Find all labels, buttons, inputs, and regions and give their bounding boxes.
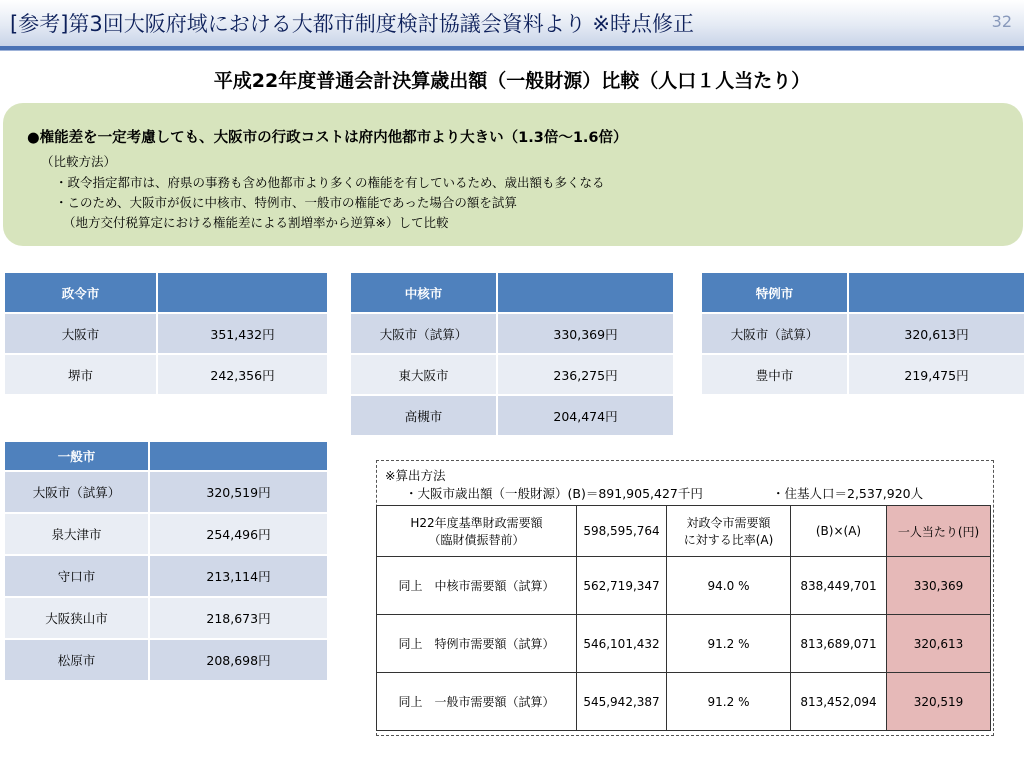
special-city-table — [702, 271, 1024, 396]
table-row — [702, 355, 1024, 394]
city-name: 東大阪市 — [351, 355, 496, 394]
city-value: 208,698円 — [148, 640, 327, 680]
city-name: 大阪市（試算） — [5, 472, 148, 512]
table-row — [5, 314, 327, 353]
table-row — [351, 314, 673, 353]
city-value: 320,519円 — [148, 472, 327, 512]
per-capita-header: 一人当たり(円) — [887, 506, 991, 557]
designated-city-table — [5, 271, 327, 396]
demand-ratio: 91.2 % — [667, 615, 791, 673]
table-row — [5, 598, 327, 638]
slide-header — [0, 0, 1024, 46]
city-value: 242,356円 — [156, 355, 327, 394]
demand-product: 813,689,071 — [791, 615, 887, 673]
label-line: に対する比率(A) — [683, 533, 774, 547]
calc-row — [377, 557, 991, 615]
per-capita-value: 330,369 — [887, 557, 991, 615]
city-name: 大阪市（試算） — [702, 314, 847, 353]
table-row — [351, 355, 673, 394]
calculation-table — [376, 505, 991, 731]
table-header: 一般市 — [5, 442, 148, 470]
demand-amount: 546,101,432 — [577, 615, 667, 673]
table-row — [351, 396, 673, 435]
city-value: 219,475円 — [847, 355, 1024, 394]
demand-label: 同上 中核市需要額（試算） — [377, 557, 577, 615]
base-demand-amount: 598,595,764 — [577, 506, 667, 557]
city-value: 320,613円 — [847, 314, 1024, 353]
population-note: ・住基人口＝2,537,920人 — [772, 486, 924, 501]
ratio-header — [667, 506, 791, 557]
table-header-blank — [148, 442, 327, 470]
core-city-table — [351, 271, 673, 437]
page-number: 32 — [991, 12, 1012, 31]
per-capita-value: 320,613 — [887, 615, 991, 673]
expenditure-note: ・大阪市歳出額（一般財源）(B)＝891,905,427千円 — [405, 486, 703, 501]
table-header: 政令市 — [5, 273, 156, 312]
table-row — [5, 514, 327, 554]
table-header: 特例市 — [702, 273, 847, 312]
table-header-blank — [496, 273, 673, 312]
city-name: 堺市 — [5, 355, 156, 394]
city-value: 351,432円 — [156, 314, 327, 353]
city-value: 330,369円 — [496, 314, 673, 353]
table-header-blank — [847, 273, 1024, 312]
summary-method-label: （比較方法） — [41, 154, 117, 169]
calc-header-row — [377, 506, 991, 557]
demand-label: 同上 特例市需要額（試算） — [377, 615, 577, 673]
table-header-blank — [156, 273, 327, 312]
slide-title: [参考]第3回大阪府域における大都市制度検討協議会資料より ※時点修正 — [10, 12, 695, 36]
city-value: 254,496円 — [148, 514, 327, 554]
general-city-table — [5, 440, 327, 682]
summary-line: （地方交付税算定における権能差による割増率から逆算※）して比較 — [63, 215, 449, 230]
table-row — [5, 556, 327, 596]
table-row — [702, 314, 1024, 353]
city-name: 大阪市（試算） — [351, 314, 496, 353]
product-header: (B)×(A) — [791, 506, 887, 557]
summary-line: ・このため、大阪市が仮に中核市、特例市、一般市の権能であった場合の額を試算 — [55, 195, 517, 210]
demand-ratio: 94.0 % — [667, 557, 791, 615]
city-value: 236,275円 — [496, 355, 673, 394]
city-value: 213,114円 — [148, 556, 327, 596]
table-header: 中核市 — [351, 273, 496, 312]
header-divider-thin — [0, 50, 1024, 51]
summary-box — [3, 103, 1023, 246]
city-name: 守口市 — [5, 556, 148, 596]
calculation-title: ※算出方法 — [385, 468, 446, 483]
city-name: 豊中市 — [702, 355, 847, 394]
city-name: 泉大津市 — [5, 514, 148, 554]
per-capita-value: 320,519 — [887, 673, 991, 731]
table-row — [5, 472, 327, 512]
city-name: 松原市 — [5, 640, 148, 680]
city-name: 大阪市 — [5, 314, 156, 353]
demand-label: 同上 一般市需要額（試算） — [377, 673, 577, 731]
demand-product: 838,449,701 — [791, 557, 887, 615]
summary-headline: ●権能差を一定考慮しても、大阪市の行政コストは府内他都市より大きい（1.3倍～1.6倍） — [27, 130, 628, 146]
city-value: 204,474円 — [496, 396, 673, 435]
demand-amount: 562,719,347 — [577, 557, 667, 615]
summary-line: ・政令指定都市は、府県の事務も含め他都市より多くの権能を有しているため、歳出額も多くなる — [55, 175, 605, 190]
city-name: 高槻市 — [351, 396, 496, 435]
slide-subtitle: 平成22年度普通会計決算歳出額（一般財源）比較（人口１人当たり） — [213, 70, 811, 92]
label-line: 対政令市需要額 — [686, 516, 771, 530]
city-name: 大阪狭山市 — [5, 598, 148, 638]
demand-product: 813,452,094 — [791, 673, 887, 731]
calc-row — [377, 615, 991, 673]
base-demand-label — [377, 506, 577, 557]
calc-row — [377, 673, 991, 731]
city-value: 218,673円 — [148, 598, 327, 638]
table-row — [5, 355, 327, 394]
demand-amount: 545,942,387 — [577, 673, 667, 731]
demand-ratio: 91.2 % — [667, 673, 791, 731]
label-line: H22年度基準財政需要額 — [410, 516, 543, 530]
label-line: （臨財債振替前） — [428, 533, 525, 547]
table-row — [5, 640, 327, 680]
